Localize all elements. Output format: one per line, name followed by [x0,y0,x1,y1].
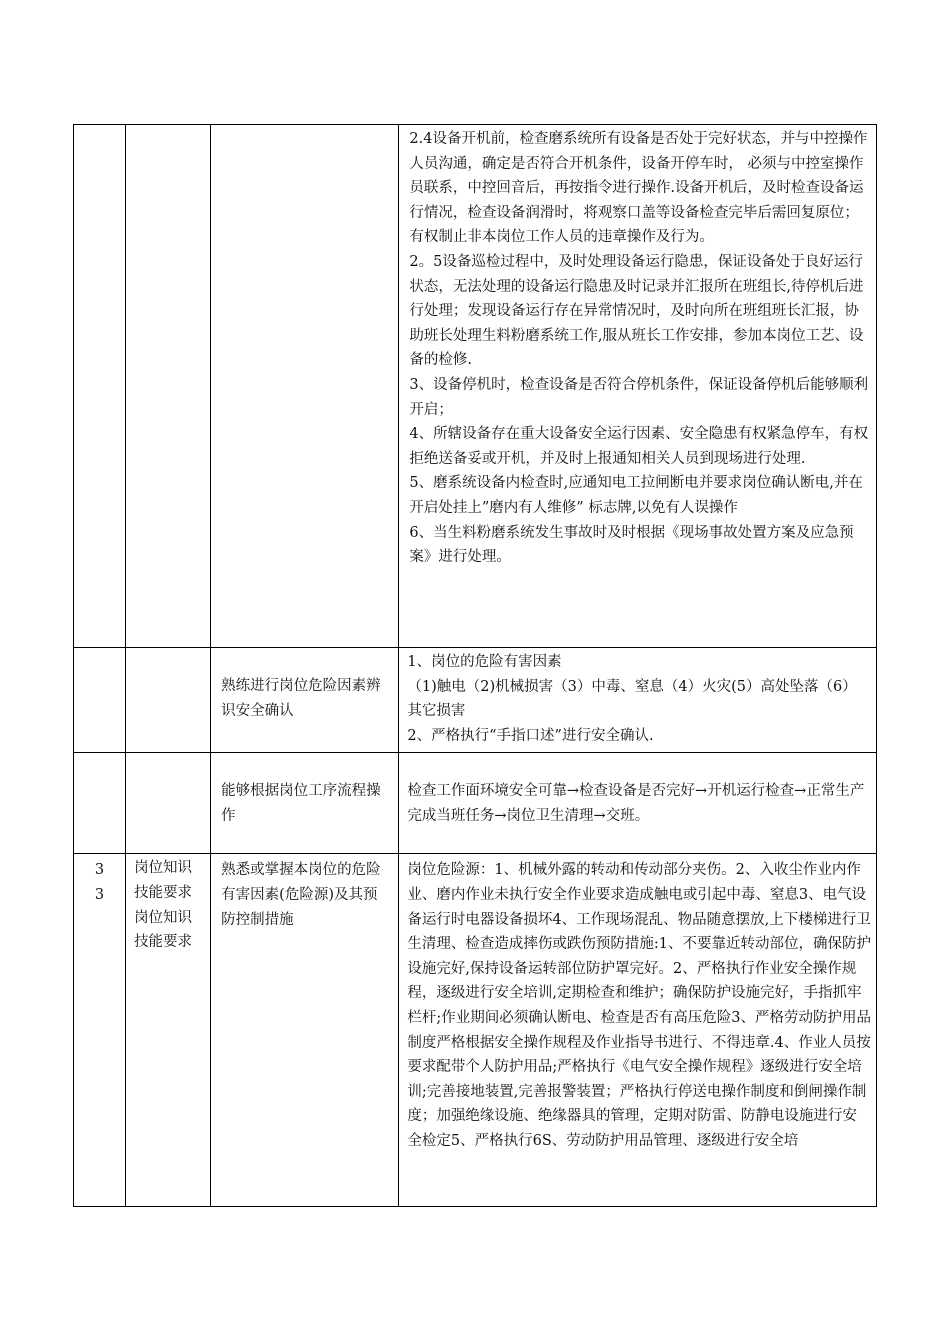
content-paragraph: 岗位危险源：1、机械外露的转动和传动部分夹伤。2、入收尘作业内作业、磨内作业未执行安全作业要求造成触电或引起中毒、窒息3、电气设备运行时电器设备损坏4、工作现场混乱、物品随意摆放,上下楼梯进行卫生清理、检查造成摔伤或跌伤预防措施:1、不要靠近转动部位，确保防护设施完好,保持设备运转部位防护罩完好。2、严格执行作业安全操作规程，逐级进行安全培训,定期检查和维护；确保防护设施完好，手指抓牢栏杆;作业期间必须确认断电、检查是否有高压危险3、严格劳动防护用品制度严格根据安全操作规程及作业指导书进行、不得违章.4、作业人员按要求配带个人防护用品;严格执行《电气安全操作规程》逐级进行安全培训;完善接地装置,完善报警装置；严格执行停送电操作制度和倒闸操作制度；加强绝缘设施、绝缘器具的管理，定期对防雷、防静电设施进行安全检定5、严格执行6S、劳动防护用品管理、逐级进行安全培 [407,862,871,1149]
content-paragraph: （1)触电（2)机械损害（3）中毒、窒息（4）火灾(5）高处坠落（6）其它损害 [407,678,857,720]
content-paragraph: 检查工作面环境安全可靠→检查设备是否完好→开机运行检查→正常生产完成当班任务→岗位卫生清理→交班。 [407,783,865,824]
content-paragraph: 2、严格执行“手指口述”进行安全确认. [407,727,654,744]
category-cell [126,648,211,753]
number-cell [74,753,126,854]
number-cell [74,648,126,753]
requirement-cell [211,648,399,753]
content-paragraph: 3、设备停机时，检查设备是否符合停机条件，保证设备停机后能够顺利开启； [409,376,869,418]
number-cell [74,125,126,648]
table-row [74,753,877,854]
requirement-text: 熟练进行岗位危险因素辨识安全确认 [221,678,381,719]
requirement-text: 熟悉或掌握本岗位的危险有害因素(危险源)及其预防控制措施 [221,862,381,928]
content-cell [399,125,877,648]
requirement-text: 能够根据岗位工序流程操作 [221,783,381,824]
content-paragraph: 2.4设备开机前，检查磨系统所有设备是否处于完好状态，并与中控操作人员沟通，确定是否符合开机条件，设备开停车时， 必须与中控室操作员联系，中控回音后，再按指令进行操作.设备开机后，及时检查设备运行情况，检查设备润滑时，将观察口盖等设备检查完毕后需回复原位；有权制止非本岗位工作人员的违章操作及行为。 [409,131,868,246]
number-cell [74,854,126,1207]
content-paragraph: 2。5设备巡检过程中，及时处理设备运行隐患，保证设备处于良好运行状态，无法处理的设备运行隐患及时记录并汇报所在班组长,待停机后进行处理；发现设备运行存在异常情况时，及时向所在班组班长汇报，协助班长处理生料粉磨系统工作,服从班长工作安排，参加本岗位工艺、设备的检修. [409,253,864,369]
requirement-cell [211,125,399,648]
content-cell [399,854,877,1207]
content-paragraph: 4、所辖设备存在重大设备安全运行因素、安全隐患有权紧急停车，有权拒绝送备妥或开机，并及时上报通知相关人员到现场进行处理. [409,426,869,467]
content-paragraph: 5、磨系统设备内检查时,应通知电工拉闸断电并要求岗位确认断电,并在开启处挂上”磨内有人维修” 标志牌,以免有人误操作 [409,475,863,516]
content-paragraph: 6、当生料粉磨系统发生事故时及时根据《现场事故处置方案及应急预案》进行处理。 [409,524,854,566]
job-requirements-table [73,124,877,1207]
content-cell [399,753,877,854]
category-cell [126,854,211,1207]
category-cell [126,753,211,854]
category-cell [126,125,211,648]
content-cell [399,648,877,753]
requirement-cell [211,753,399,854]
category-text: 岗位知识技能要求岗位知识技能要求 [134,860,193,951]
requirement-cell [211,854,399,1207]
content-paragraph: 1、岗位的危险有害因素 [407,654,562,670]
table-row [74,125,877,648]
table-row [74,854,877,1207]
table-row [74,648,877,753]
row-number: 3 3 [94,862,105,903]
